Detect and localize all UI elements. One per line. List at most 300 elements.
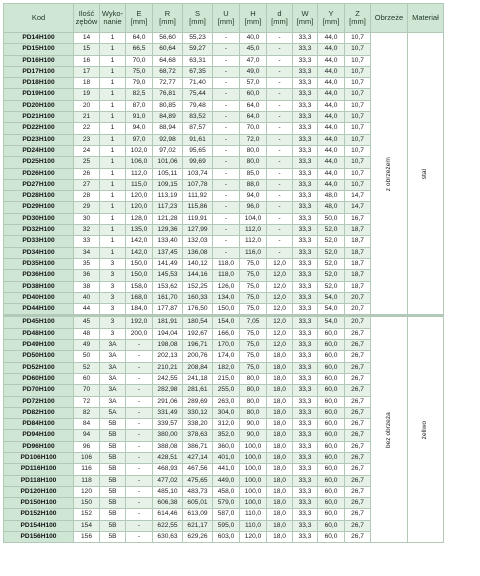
cell-e: 82,5 xyxy=(126,89,153,100)
cell-version: 3A xyxy=(100,385,126,396)
cell-e: - xyxy=(126,464,153,475)
cell-u: - xyxy=(213,134,240,145)
cell-teeth: 72 xyxy=(74,396,100,407)
cell-teeth: 30 xyxy=(74,213,100,224)
cell-e: - xyxy=(126,385,153,396)
cell-version: 3 xyxy=(100,316,126,328)
cell-u: - xyxy=(213,157,240,168)
cell-e: - xyxy=(126,430,153,441)
cell-r: 60,64 xyxy=(153,44,183,55)
cell-teeth: 156 xyxy=(74,532,100,543)
cell-z: 10,7 xyxy=(345,134,371,145)
cell-teeth: 18 xyxy=(74,78,100,89)
cell-d: - xyxy=(267,145,293,156)
cell-h: 110,0 xyxy=(240,520,267,531)
cell-version: 3A xyxy=(100,340,126,351)
cell-y: 52,0 xyxy=(318,258,345,269)
cell-teeth: 154 xyxy=(74,520,100,531)
cell-teeth: 152 xyxy=(74,509,100,520)
cell-code: PD18H100 xyxy=(4,78,74,89)
cell-code: PD21H100 xyxy=(4,112,74,123)
cell-w: 33,3 xyxy=(293,520,318,531)
sprocket-spec-table xyxy=(3,3,444,543)
cell-r: 113,19 xyxy=(153,191,183,202)
cell-w: 33,3 xyxy=(293,44,318,55)
cell-s: 152,25 xyxy=(183,281,213,292)
cell-z: 10,7 xyxy=(345,145,371,156)
cell-version: 5B xyxy=(100,464,126,475)
cell-h: 120,0 xyxy=(240,532,267,543)
cell-y: 60,0 xyxy=(318,441,345,452)
cell-r: 56,60 xyxy=(153,33,183,44)
cell-version: 5B xyxy=(100,509,126,520)
table-row xyxy=(4,33,444,44)
cell-u: - xyxy=(213,112,240,123)
cell-w: 33,3 xyxy=(293,202,318,213)
cell-e: 70,0 xyxy=(126,55,153,66)
cell-e: 158,0 xyxy=(126,281,153,292)
cell-u: 352,0 xyxy=(213,430,240,441)
cell-version: 1 xyxy=(100,55,126,66)
cell-d: - xyxy=(267,179,293,190)
cell-r: 145,53 xyxy=(153,270,183,281)
cell-z: 10,7 xyxy=(345,157,371,168)
cell-h: 47,0 xyxy=(240,55,267,66)
cell-version: 3 xyxy=(100,328,126,339)
header-w: W [mm] xyxy=(293,4,318,33)
cell-u: 360,0 xyxy=(213,441,240,452)
cell-h: 85,0 xyxy=(240,168,267,179)
cell-z: 26,7 xyxy=(345,464,371,475)
cell-code: PD50H100 xyxy=(4,351,74,362)
cell-h: 100,0 xyxy=(240,441,267,452)
cell-version: 1 xyxy=(100,213,126,224)
cell-e: 75,0 xyxy=(126,66,153,77)
cell-z: 26,7 xyxy=(345,486,371,497)
cell-teeth: 17 xyxy=(74,66,100,77)
cell-code: PD26H100 xyxy=(4,168,74,179)
cell-version: 1 xyxy=(100,100,126,111)
cell-u: 603,0 xyxy=(213,532,240,543)
cell-d: 18,0 xyxy=(267,475,293,486)
cell-z: 26,7 xyxy=(345,362,371,373)
cell-h: 75,0 xyxy=(240,340,267,351)
cell-z: 10,7 xyxy=(345,44,371,55)
cell-y: 52,0 xyxy=(318,225,345,236)
cell-version: 5B xyxy=(100,498,126,509)
cell-r: 210,21 xyxy=(153,362,183,373)
cell-version: 1 xyxy=(100,202,126,213)
cell-w: 33,3 xyxy=(293,247,318,258)
cell-s: 111,92 xyxy=(183,191,213,202)
cell-version: 1 xyxy=(100,89,126,100)
cell-s: 119,91 xyxy=(183,213,213,224)
cell-s: 144,16 xyxy=(183,270,213,281)
cell-s: 427,14 xyxy=(183,452,213,463)
header-r: R [mm] xyxy=(153,4,183,33)
cell-z: 10,7 xyxy=(345,168,371,179)
cell-u: 166,0 xyxy=(213,328,240,339)
cell-d: 18,0 xyxy=(267,441,293,452)
cell-teeth: 52 xyxy=(74,362,100,373)
cell-code: PD44H100 xyxy=(4,304,74,316)
cell-code: PD33H100 xyxy=(4,236,74,247)
cell-w: 33,3 xyxy=(293,112,318,123)
cell-teeth: 44 xyxy=(74,304,100,316)
cell-h: 75,0 xyxy=(240,292,267,303)
cell-code: PD17H100 xyxy=(4,66,74,77)
cell-teeth: 40 xyxy=(74,292,100,303)
cell-d: - xyxy=(267,157,293,168)
cell-code: PD16H100 xyxy=(4,55,74,66)
cell-z: 20,7 xyxy=(345,304,371,316)
cell-u: - xyxy=(213,66,240,77)
cell-d: - xyxy=(267,123,293,134)
cell-d: 18,0 xyxy=(267,385,293,396)
cell-u: 441,0 xyxy=(213,464,240,475)
cell-e: 64,0 xyxy=(126,33,153,44)
cell-version: 3A xyxy=(100,373,126,384)
cell-d: - xyxy=(267,100,293,111)
cell-e: 200,0 xyxy=(126,328,153,339)
cell-s: 107,78 xyxy=(183,179,213,190)
cell-y: 60,0 xyxy=(318,452,345,463)
cell-u: 587,0 xyxy=(213,509,240,520)
cell-u: 449,0 xyxy=(213,475,240,486)
cell-version: 3A xyxy=(100,396,126,407)
cell-z: 26,7 xyxy=(345,509,371,520)
cell-r: 485,10 xyxy=(153,486,183,497)
cell-d: 18,0 xyxy=(267,351,293,362)
cell-teeth: 23 xyxy=(74,134,100,145)
cell-s: 192,67 xyxy=(183,328,213,339)
cell-version: 1 xyxy=(100,247,126,258)
cell-y: 52,0 xyxy=(318,247,345,258)
cell-r: 194,04 xyxy=(153,328,183,339)
cell-version: 1 xyxy=(100,168,126,179)
cell-r: 117,23 xyxy=(153,202,183,213)
cell-teeth: 84 xyxy=(74,419,100,430)
cell-teeth: 24 xyxy=(74,145,100,156)
cell-code: PD15H100 xyxy=(4,44,74,55)
cell-w: 33,3 xyxy=(293,191,318,202)
cell-w: 33,3 xyxy=(293,55,318,66)
cell-r: 630,63 xyxy=(153,532,183,543)
cell-w: 33,3 xyxy=(293,452,318,463)
cell-w: 33,3 xyxy=(293,66,318,77)
cell-e: 184,0 xyxy=(126,304,153,316)
cell-z: 18,7 xyxy=(345,247,371,258)
cell-z: 26,7 xyxy=(345,532,371,543)
cell-s: 196,71 xyxy=(183,340,213,351)
cell-h: 60,0 xyxy=(240,89,267,100)
cell-code: PD152H100 xyxy=(4,509,74,520)
cell-r: 477,02 xyxy=(153,475,183,486)
cell-teeth: 48 xyxy=(74,328,100,339)
cell-e: 106,0 xyxy=(126,157,153,168)
cell-d: - xyxy=(267,55,293,66)
cell-z: 10,7 xyxy=(345,55,371,66)
cell-u: - xyxy=(213,236,240,247)
cell-teeth: 35 xyxy=(74,258,100,269)
cell-h: 80,0 xyxy=(240,396,267,407)
cell-d: - xyxy=(267,191,293,202)
cell-code: PD20H100 xyxy=(4,100,74,111)
cell-code: PD40H100 xyxy=(4,292,74,303)
cell-h: 100,0 xyxy=(240,486,267,497)
cell-z: 18,7 xyxy=(345,270,371,281)
header-row xyxy=(4,4,444,33)
cell-s: 59,27 xyxy=(183,44,213,55)
cell-teeth: 49 xyxy=(74,340,100,351)
cell-z: 26,7 xyxy=(345,340,371,351)
cell-teeth: 33 xyxy=(74,236,100,247)
cell-e: 66,5 xyxy=(126,44,153,55)
obrzeze-group-with xyxy=(371,33,408,316)
cell-code: PD118H100 xyxy=(4,475,74,486)
cell-d: 18,0 xyxy=(267,498,293,509)
cell-w: 33,3 xyxy=(293,292,318,303)
cell-teeth: 26 xyxy=(74,168,100,179)
cell-w: 33,3 xyxy=(293,157,318,168)
cell-y: 48,0 xyxy=(318,191,345,202)
cell-r: 468,93 xyxy=(153,464,183,475)
cell-code: PD49H100 xyxy=(4,340,74,351)
cell-r: 198,08 xyxy=(153,340,183,351)
cell-w: 33,3 xyxy=(293,475,318,486)
cell-teeth: 94 xyxy=(74,430,100,441)
cell-z: 14,7 xyxy=(345,191,371,202)
cell-version: 3 xyxy=(100,281,126,292)
cell-y: 44,0 xyxy=(318,89,345,100)
cell-s: 160,33 xyxy=(183,292,213,303)
cell-teeth: 150 xyxy=(74,498,100,509)
cell-teeth: 15 xyxy=(74,44,100,55)
cell-s: 91,61 xyxy=(183,134,213,145)
header-version: Wyko- nanie xyxy=(100,4,126,33)
cell-teeth: 14 xyxy=(74,33,100,44)
cell-h: 88,0 xyxy=(240,179,267,190)
cell-s: 83,52 xyxy=(183,112,213,123)
cell-version: 5B xyxy=(100,441,126,452)
cell-e: - xyxy=(126,373,153,384)
cell-w: 33,3 xyxy=(293,281,318,292)
cell-code: PD82H100 xyxy=(4,407,74,418)
cell-u: - xyxy=(213,247,240,258)
cell-z: 10,7 xyxy=(345,123,371,134)
header-kod: Kod xyxy=(4,4,74,33)
cell-w: 33,3 xyxy=(293,385,318,396)
cell-code: PD154H100 xyxy=(4,520,74,531)
cell-w: 33,3 xyxy=(293,168,318,179)
cell-code: PD38H100 xyxy=(4,281,74,292)
cell-z: 26,7 xyxy=(345,452,371,463)
cell-w: 33,3 xyxy=(293,78,318,89)
cell-code: PD27H100 xyxy=(4,179,74,190)
cell-z: 14,7 xyxy=(345,202,371,213)
cell-teeth: 27 xyxy=(74,179,100,190)
cell-s: 140,12 xyxy=(183,258,213,269)
cell-u: 263,0 xyxy=(213,396,240,407)
cell-d: - xyxy=(267,213,293,224)
cell-u: 595,0 xyxy=(213,520,240,531)
cell-d: 18,0 xyxy=(267,362,293,373)
cell-code: PD32H100 xyxy=(4,225,74,236)
cell-h: 75,0 xyxy=(240,270,267,281)
cell-d: 18,0 xyxy=(267,396,293,407)
cell-y: 60,0 xyxy=(318,385,345,396)
cell-h: 80,0 xyxy=(240,157,267,168)
cell-h: 45,0 xyxy=(240,44,267,55)
cell-s: 605,01 xyxy=(183,498,213,509)
cell-u: - xyxy=(213,33,240,44)
header-teeth: Ilość zębów xyxy=(74,4,100,33)
cell-code: PD22H100 xyxy=(4,123,74,134)
cell-y: 60,0 xyxy=(318,498,345,509)
header-s: S [mm] xyxy=(183,4,213,33)
cell-e: - xyxy=(126,498,153,509)
cell-r: 64,68 xyxy=(153,55,183,66)
cell-r: 614,46 xyxy=(153,509,183,520)
cell-r: 291,06 xyxy=(153,396,183,407)
cell-version: 1 xyxy=(100,191,126,202)
cell-e: - xyxy=(126,351,153,362)
header-material: Materiał xyxy=(407,4,443,33)
cell-r: 80,85 xyxy=(153,100,183,111)
cell-z: 26,7 xyxy=(345,385,371,396)
cell-e: 115,0 xyxy=(126,179,153,190)
cell-w: 33,3 xyxy=(293,396,318,407)
cell-d: 12,0 xyxy=(267,316,293,328)
cell-teeth: 118 xyxy=(74,475,100,486)
cell-w: 33,3 xyxy=(293,464,318,475)
cell-w: 33,3 xyxy=(293,33,318,44)
cell-version: 3 xyxy=(100,292,126,303)
cell-y: 60,0 xyxy=(318,340,345,351)
cell-d: - xyxy=(267,112,293,123)
cell-d: 18,0 xyxy=(267,464,293,475)
cell-r: 177,87 xyxy=(153,304,183,316)
cell-z: 18,7 xyxy=(345,225,371,236)
cell-s: 75,44 xyxy=(183,89,213,100)
cell-h: 112,0 xyxy=(240,236,267,247)
cell-h: 100,0 xyxy=(240,475,267,486)
cell-teeth: 106 xyxy=(74,452,100,463)
cell-y: 60,0 xyxy=(318,509,345,520)
cell-d: 18,0 xyxy=(267,419,293,430)
cell-version: 1 xyxy=(100,33,126,44)
cell-code: PD156H100 xyxy=(4,532,74,543)
cell-d: - xyxy=(267,33,293,44)
cell-h: 110,0 xyxy=(240,509,267,520)
cell-d: 12,0 xyxy=(267,270,293,281)
cell-s: 289,69 xyxy=(183,396,213,407)
cell-e: - xyxy=(126,532,153,543)
cell-h: 90,0 xyxy=(240,430,267,441)
cell-e: 168,0 xyxy=(126,292,153,303)
cell-version: 5B xyxy=(100,430,126,441)
cell-w: 33,3 xyxy=(293,316,318,328)
cell-w: 33,3 xyxy=(293,100,318,111)
cell-s: 99,69 xyxy=(183,157,213,168)
cell-w: 33,3 xyxy=(293,340,318,351)
cell-u: 150,0 xyxy=(213,304,240,316)
cell-y: 60,0 xyxy=(318,362,345,373)
cell-z: 10,7 xyxy=(345,78,371,89)
cell-d: - xyxy=(267,89,293,100)
cell-r: 242,55 xyxy=(153,373,183,384)
cell-s: 467,56 xyxy=(183,464,213,475)
cell-w: 33,3 xyxy=(293,532,318,543)
cell-version: 1 xyxy=(100,145,126,156)
cell-w: 33,3 xyxy=(293,407,318,418)
cell-r: 161,70 xyxy=(153,292,183,303)
cell-code: PD35H100 xyxy=(4,258,74,269)
cell-version: 5B xyxy=(100,486,126,497)
cell-u: 118,0 xyxy=(213,258,240,269)
cell-teeth: 82 xyxy=(74,407,100,418)
cell-z: 26,7 xyxy=(345,328,371,339)
cell-code: PD48H100 xyxy=(4,328,74,339)
cell-z: 18,7 xyxy=(345,281,371,292)
obrzeze-group-without xyxy=(371,316,408,543)
cell-u: 118,0 xyxy=(213,270,240,281)
cell-e: - xyxy=(126,486,153,497)
cell-teeth: 25 xyxy=(74,157,100,168)
cell-version: 1 xyxy=(100,66,126,77)
cell-u: - xyxy=(213,55,240,66)
cell-s: 132,03 xyxy=(183,236,213,247)
header-h: H [mm] xyxy=(240,4,267,33)
cell-code: PD45H100 xyxy=(4,316,74,328)
cell-s: 87,57 xyxy=(183,123,213,134)
cell-s: 330,12 xyxy=(183,407,213,418)
cell-y: 44,0 xyxy=(318,134,345,145)
cell-w: 33,3 xyxy=(293,509,318,520)
cell-s: 180,54 xyxy=(183,316,213,328)
cell-r: 339,57 xyxy=(153,419,183,430)
cell-code: PD30H100 xyxy=(4,213,74,224)
cell-z: 18,7 xyxy=(345,258,371,269)
cell-teeth: 38 xyxy=(74,281,100,292)
cell-h: 7,05 xyxy=(240,316,267,328)
cell-d: 12,0 xyxy=(267,258,293,269)
cell-version: 1 xyxy=(100,112,126,123)
cell-e: 135,0 xyxy=(126,225,153,236)
cell-h: 57,0 xyxy=(240,78,267,89)
cell-d: 12,0 xyxy=(267,281,293,292)
cell-r: 388,08 xyxy=(153,441,183,452)
cell-w: 33,3 xyxy=(293,258,318,269)
cell-h: 64,0 xyxy=(240,100,267,111)
cell-y: 54,0 xyxy=(318,304,345,316)
material-group-cast xyxy=(407,316,443,543)
cell-code: PD19H100 xyxy=(4,89,74,100)
cell-d: 18,0 xyxy=(267,520,293,531)
cell-y: 48,0 xyxy=(318,202,345,213)
cell-version: 1 xyxy=(100,123,126,134)
cell-e: 120,0 xyxy=(126,202,153,213)
cell-version: 3 xyxy=(100,270,126,281)
cell-s: 103,74 xyxy=(183,168,213,179)
cell-d: 12,0 xyxy=(267,304,293,316)
cell-s: 629,26 xyxy=(183,532,213,543)
obrzeze-group-with-label: z obrzeżem xyxy=(384,156,392,191)
cell-code: PD120H100 xyxy=(4,486,74,497)
cell-h: 75,0 xyxy=(240,258,267,269)
cell-teeth: 50 xyxy=(74,351,100,362)
cell-w: 33,3 xyxy=(293,134,318,145)
